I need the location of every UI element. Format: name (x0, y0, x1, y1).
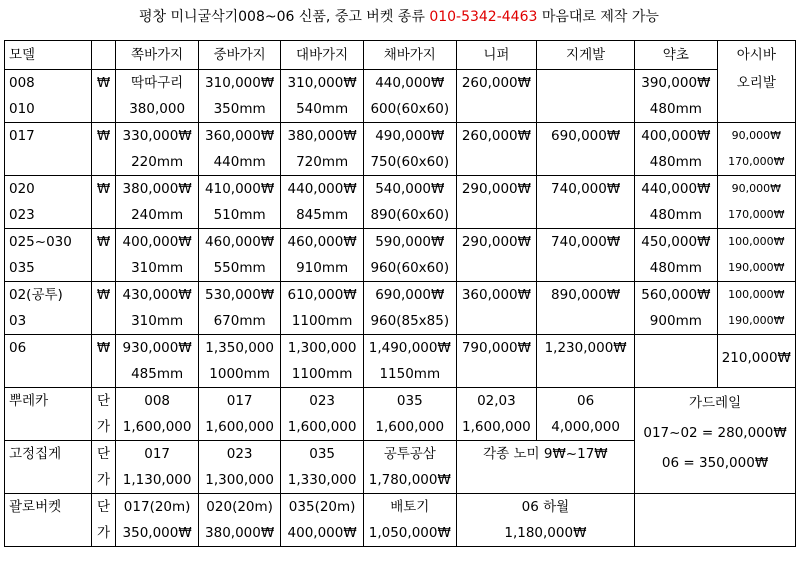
price-cell: 008 1,600,000 (116, 388, 199, 441)
price-cell: 90,000₩ 170,000₩ (717, 176, 795, 229)
header-yakcho: 약초 (635, 41, 718, 70)
header-jung: 중바가지 (198, 41, 281, 70)
header-jjok: 쪽바가지 (116, 41, 199, 70)
price-cell: 380,000₩ 240mm (116, 176, 199, 229)
price-cell: 017 1,130,000 (116, 441, 199, 494)
price-cell: 330,000₩ 220mm (116, 123, 199, 176)
price-cell: 610,000₩ 1100mm (281, 282, 364, 335)
header-won-column (91, 41, 116, 70)
page-title (0, 0, 798, 34)
model-cell: 025~030 035 (5, 229, 92, 282)
price-cell: 310,000₩ 540mm (281, 70, 364, 123)
price-cell: 490,000₩ 750(60x60) (363, 123, 456, 176)
won-cell: ₩ (91, 123, 116, 176)
table-row (5, 229, 796, 282)
price-cell: 540,000₩ 890(60x60) (363, 176, 456, 229)
price-cell: 100,000₩ 190,000₩ (717, 282, 795, 335)
table-row (5, 70, 796, 123)
header-chae: 채바가지 (363, 41, 456, 70)
price-cell: 1,230,000₩ (537, 335, 635, 388)
won-cell: ₩ (91, 70, 116, 123)
price-cell: 360,000₩ (456, 282, 536, 335)
phone-number: 010-5342-4463 (429, 9, 538, 25)
price-cell: 017 1,600,000 (198, 388, 281, 441)
price-cell: 035(20m) 400,000₩ (281, 494, 364, 547)
model-cell: 06 (5, 335, 92, 388)
price-cell: 410,000₩ 510mm (198, 176, 281, 229)
price-cell: 1,490,000₩ 1150mm (363, 335, 456, 388)
price-cell: 440,000₩ 480mm (635, 176, 718, 229)
price-cell: 02,03 1,600,000 (456, 388, 536, 441)
danga-cell: 단 가 (91, 388, 116, 441)
price-cell: 023 1,600,000 (281, 388, 364, 441)
model-cell: 017 (5, 123, 92, 176)
table-row (5, 282, 796, 335)
price-cell: 690,000₩ 960(85x85) (363, 282, 456, 335)
price-cell: 930,000₩ 485mm (116, 335, 199, 388)
ppureka-row (5, 388, 796, 441)
title-prefix: 평창 미니굴삭기008~06 신품, 중고 버켓 종류 (139, 9, 430, 25)
table-row (5, 176, 796, 229)
danga-cell: 단 가 (91, 441, 116, 494)
price-cell: 360,000₩ 440mm (198, 123, 281, 176)
guardrail-label: 가드레일 (688, 395, 742, 411)
price-cell: 290,000₩ (456, 176, 536, 229)
danga-cell: 단 가 (91, 494, 116, 547)
price-cell: 290,000₩ (456, 229, 536, 282)
price-cell (537, 70, 635, 123)
guardrail-price-1: 017~02 = 280,000₩ (643, 425, 787, 441)
price-cell: 배토기 1,050,000₩ (363, 494, 456, 547)
price-cell: 560,000₩ 900mm (635, 282, 718, 335)
price-cell: 공투공삼 1,780,000₩ (363, 441, 456, 494)
header-jigebal: 지게발 (537, 41, 635, 70)
empty-cell (635, 494, 796, 547)
table-row (5, 123, 796, 176)
price-cell: 260,000₩ (456, 123, 536, 176)
price-cell: 400,000₩ 310mm (116, 229, 199, 282)
price-cell: 380,000₩ 720mm (281, 123, 364, 176)
guardrail-cell (635, 388, 796, 494)
gojeong-label: 고정집게 (5, 441, 92, 494)
price-cell: 740,000₩ (537, 229, 635, 282)
won-cell: ₩ (91, 229, 116, 282)
table-row (5, 335, 796, 388)
gallo-row (5, 494, 796, 547)
price-cell: 1,350,000 1000mm (198, 335, 281, 388)
price-cell: 530,000₩ 670mm (198, 282, 281, 335)
price-cell: 690,000₩ (537, 123, 635, 176)
price-cell: 260,000₩ (456, 70, 536, 123)
header-model: 모델 (5, 41, 92, 70)
price-cell: 90,000₩ 170,000₩ (717, 123, 795, 176)
ppureka-label: 뿌레카 (5, 388, 92, 441)
price-cell: 400,000₩ 480mm (635, 123, 718, 176)
price-cell: 440,000₩ 600(60x60) (363, 70, 456, 123)
header-nipper: 니퍼 (456, 41, 536, 70)
header-row (5, 41, 796, 70)
price-cell: 210,000₩ (717, 335, 795, 388)
price-cell: 460,000₩ 550mm (198, 229, 281, 282)
won-cell: ₩ (91, 176, 116, 229)
price-cell: 딱따구리 380,000 (116, 70, 199, 123)
price-cell: 310,000₩ 350mm (198, 70, 281, 123)
price-cell: 430,000₩ 310mm (116, 282, 199, 335)
price-cell: 1,300,000 1100mm (281, 335, 364, 388)
price-cell: 100,000₩ 190,000₩ (717, 229, 795, 282)
price-cell: 440,000₩ 845mm (281, 176, 364, 229)
price-cell: 460,000₩ 910mm (281, 229, 364, 282)
price-table (4, 40, 796, 547)
price-cell: 06 4,000,000 (537, 388, 635, 441)
price-cell: 017(20m) 350,000₩ (116, 494, 199, 547)
won-cell: ₩ (91, 335, 116, 388)
price-cell: 890,000₩ (537, 282, 635, 335)
guardrail-price-2: 06 = 350,000₩ (661, 455, 769, 471)
nomi-cell: 각종 노미 9₩~17₩ (456, 441, 634, 494)
header-dae: 대바가지 (281, 41, 364, 70)
gallo-label: 괄로버켓 (5, 494, 92, 547)
price-cell: 450,000₩ 480mm (635, 229, 718, 282)
price-cell: 035 1,330,000 (281, 441, 364, 494)
model-cell: 020 023 (5, 176, 92, 229)
model-cell: 02(공투) 03 (5, 282, 92, 335)
model-cell: 008 010 (5, 70, 92, 123)
price-cell: 023 1,300,000 (198, 441, 281, 494)
won-cell: ₩ (91, 282, 116, 335)
price-cell: 390,000₩ 480mm (635, 70, 718, 123)
price-cell: 790,000₩ (456, 335, 536, 388)
price-cell: 740,000₩ (537, 176, 635, 229)
header-asiba: 아시바 오리발 (717, 41, 795, 123)
price-cell (635, 335, 718, 388)
title-suffix: 마음대로 제작 가능 (537, 9, 659, 25)
hawol-cell: 06 하월 1,180,000₩ (456, 494, 634, 547)
price-cell: 020(20m) 380,000₩ (198, 494, 281, 547)
price-cell: 035 1,600,000 (363, 388, 456, 441)
price-cell: 590,000₩ 960(60x60) (363, 229, 456, 282)
